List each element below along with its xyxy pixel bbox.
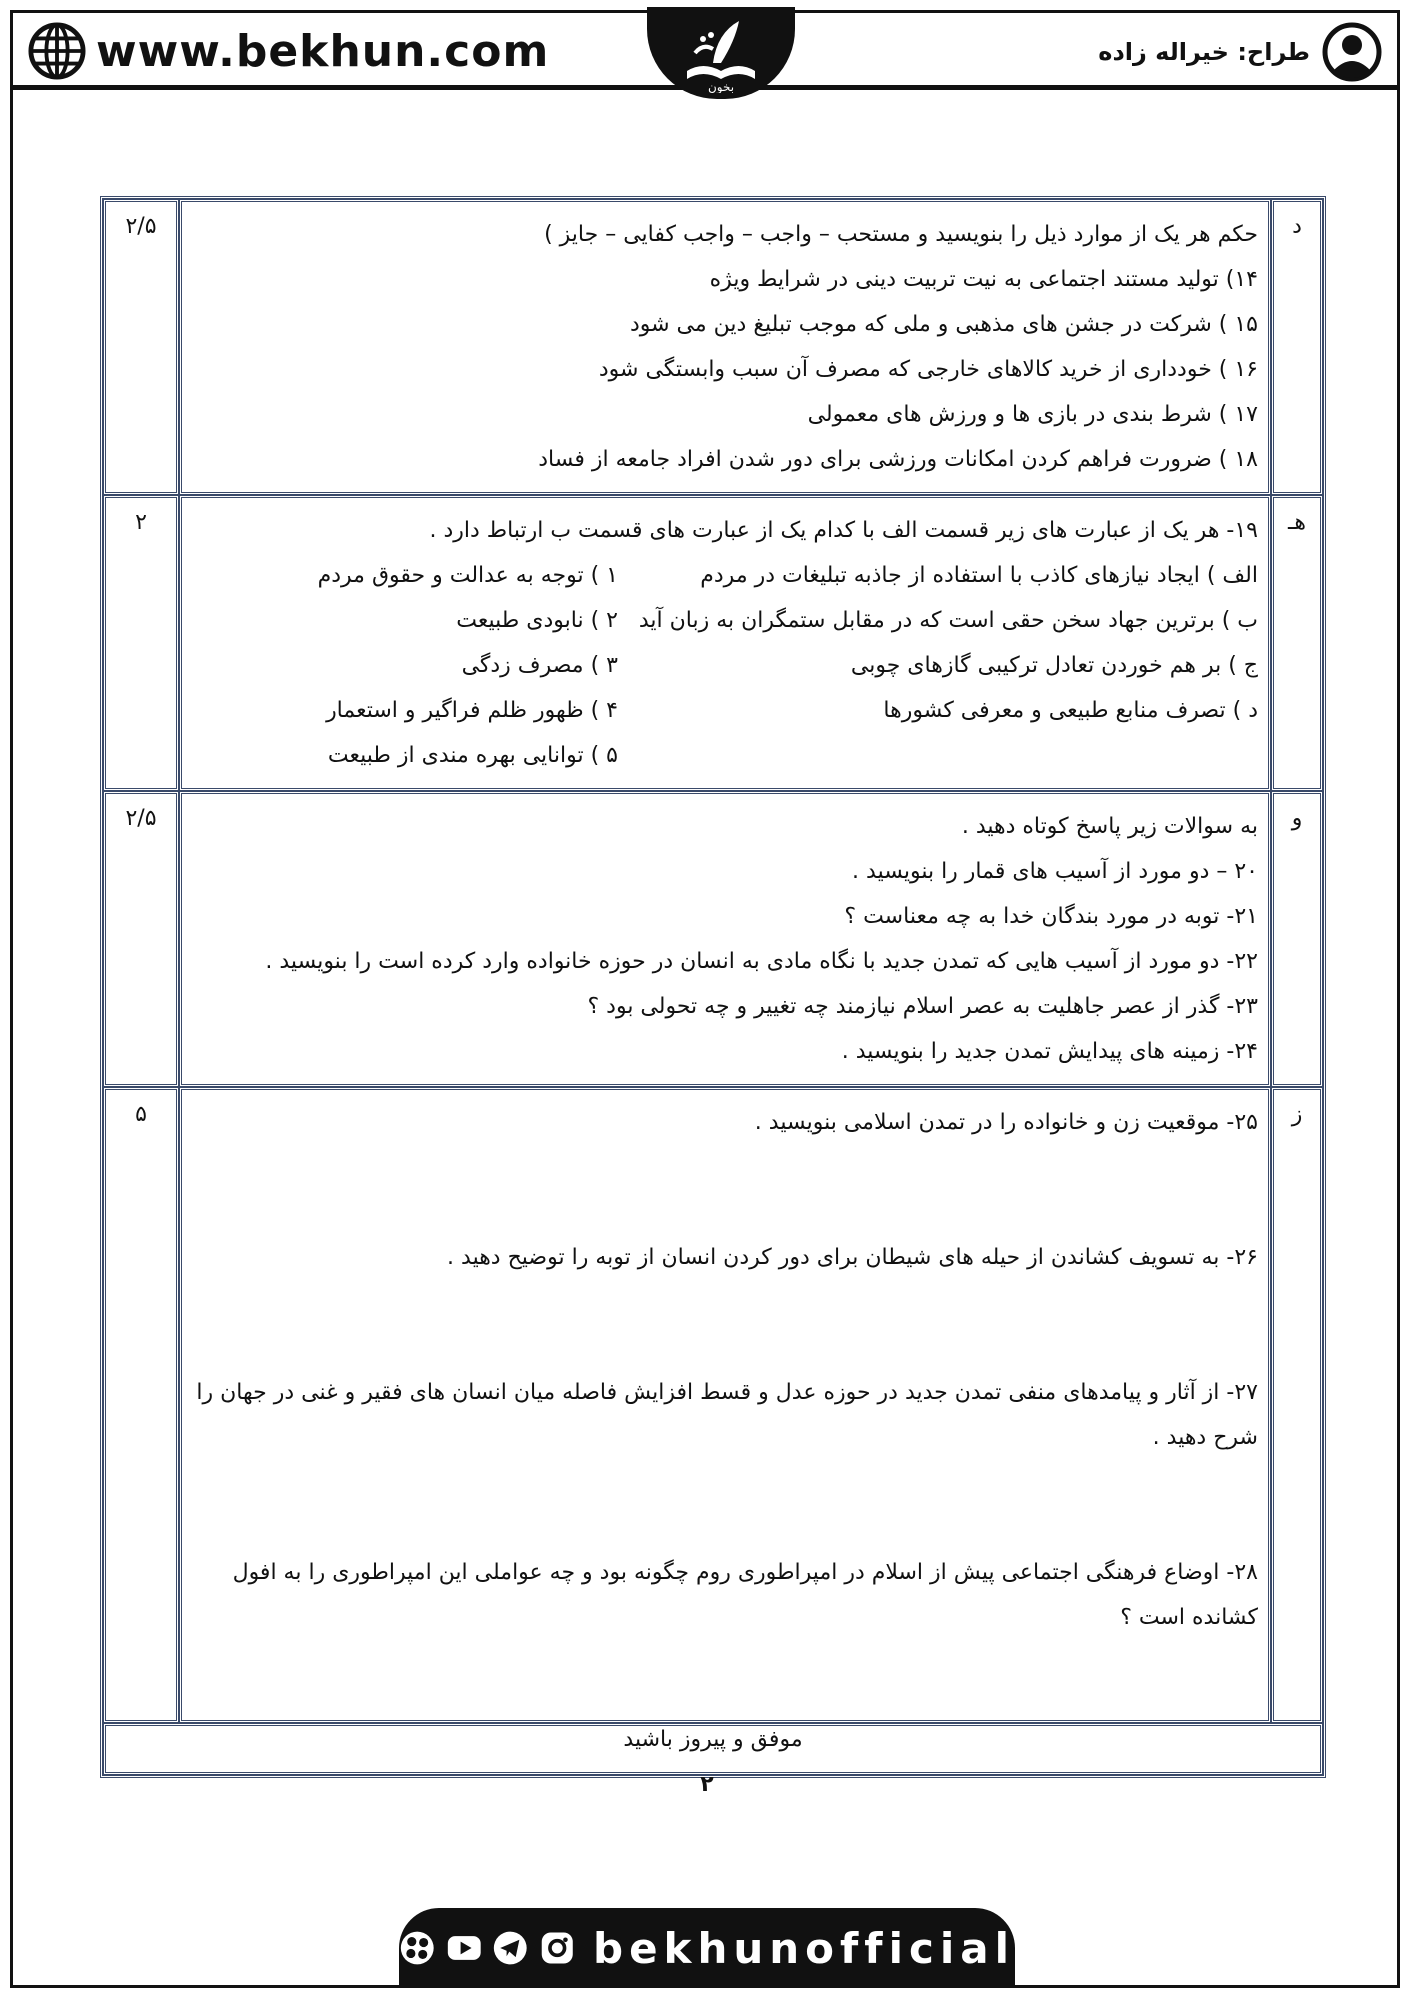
score-cell: ۲/۵ (103, 199, 179, 495)
exam-table (100, 196, 1326, 1778)
matching-left: د ) تصرف منابع طبیعی و معرفی کشورها (883, 698, 1258, 723)
question-line: ۱۹- هر یک از عبارت های زیر قسمت الف با کدام یک از عبارت های قسمت ب ارتباط دارد . (429, 518, 1258, 543)
answer-space (192, 1145, 1258, 1235)
matching-row (192, 688, 1258, 733)
matching-right: ۳ ) مصرف زدگی (461, 653, 618, 678)
matching-left: ب ) برترین جهاد سخن حقی است که در مقابل ستمگران به زبان آید (638, 608, 1258, 633)
matching-right: ۲ ) نابودی طبیعت (456, 608, 618, 633)
telegram-icon[interactable] (492, 1928, 529, 1968)
question-content (179, 199, 1271, 495)
matching-left: الف ) ایجاد نیازهای کاذب با استفاده از جاذبه تبلیغات در مردم (700, 563, 1258, 588)
brand-logo (647, 7, 795, 99)
page-number: ۲ (700, 1772, 714, 1797)
aparat-icon[interactable] (399, 1928, 436, 1968)
designer-block (1098, 22, 1382, 82)
question-line: ۲۷- از آثار و پیامدهای منفی تمدن جدید در حوزه عدل و قسط افزایش فاصله میان انسان های فقیر و غنی در جهان را شرح دهید . (196, 1380, 1258, 1450)
designer-label: طراح: خیراله زاده (1098, 38, 1310, 66)
matching-right: ۵ ) توانایی بهره مندی از طبیعت (327, 743, 618, 768)
question-line: ۲۲- دو مورد از آسیب هایی که تمدن جدید با نگاه مادی به انسان در حوزه خانواده وارد کرده است را بنویسید . (265, 949, 1258, 974)
social-handle[interactable]: bekhunofficial (593, 1923, 1016, 1973)
question-line: ۲۵- موقعیت زن و خانواده را در تمدن اسلامی بنویسید . (754, 1110, 1258, 1135)
question-line: ۲۳- گذر از عصر جاهلیت به عصر اسلام نیازمند چه تغییر و چه تحولی بود ؟ (587, 994, 1258, 1019)
question-line: ۲۸- اوضاع فرهنگی اجتماعی پیش از اسلام در امپراطوری روم چگونه بود و چه عواملی این امپراطوری را به افول کشانده است ؟ (232, 1560, 1258, 1630)
closing-message: موفق و پیروز باشید (103, 1723, 1323, 1775)
book-pen-logo-icon (673, 13, 769, 93)
social-bar (399, 1908, 1015, 1988)
website-url[interactable]: www.bekhun.com (96, 25, 550, 77)
question-line: ۲۰ – دو مورد از آسیب های قمار را بنویسید . (852, 859, 1258, 884)
question-line: ۱۸ ) ضرورت فراهم کردن امکانات ورزشی برای دور شدن افراد جامعه از فساد (538, 447, 1258, 472)
matching-row (192, 553, 1258, 598)
question-line: ۱۴) تولید مستند اجتماعی به نیت تربیت دینی در شرایط ویژه (709, 267, 1258, 292)
question-row-ze (103, 1087, 1323, 1723)
matching-right: ۴ ) ظهور ظلم فراگیر و استعمار (326, 698, 618, 723)
answer-space (192, 1280, 1258, 1370)
matching-row (192, 733, 1258, 778)
question-content (179, 791, 1271, 1087)
matching-row (192, 643, 1258, 688)
website-block[interactable] (28, 22, 549, 80)
logo-text: بخون (707, 80, 735, 93)
section-letter: و (1271, 791, 1323, 1087)
score-cell: ۵ (103, 1087, 179, 1723)
youtube-icon[interactable] (446, 1928, 483, 1968)
section-letter: د (1271, 199, 1323, 495)
question-line: حکم هر یک از موارد ذیل را بنویسید و مستحب – واجب – واجب کفایی – جایز ) (544, 222, 1258, 247)
matching-left: ج ) بر هم خوردن تعادل ترکیبی گازهای چوبی (850, 653, 1258, 678)
instagram-icon[interactable] (539, 1928, 576, 1968)
matching-row (192, 598, 1258, 643)
globe-icon (28, 22, 86, 80)
matching-left (618, 733, 1258, 778)
section-letter: هـ (1271, 495, 1323, 791)
question-row-vav (103, 791, 1323, 1087)
question-content (179, 1087, 1271, 1723)
section-letter: ز (1271, 1087, 1323, 1723)
page-header (10, 10, 1400, 93)
score-cell: ۲/۵ (103, 791, 179, 1087)
matching-right: ۱ ) توجه به عدالت و حقوق مردم (317, 563, 618, 588)
question-row-dal (103, 199, 1323, 495)
question-line: ۲۱- توبه در مورد بندگان خدا به چه معناست ؟ (844, 904, 1258, 929)
question-row-he (103, 495, 1323, 791)
closing-row (103, 1723, 1323, 1775)
score-cell: ۲ (103, 495, 179, 791)
answer-space (192, 1460, 1258, 1550)
question-line: ۱۷ ) شرط بندی در بازی ها و ورزش های معمولی (807, 402, 1258, 427)
question-line: ۱۶ ) خودداری از خرید کالاهای خارجی که مصرف آن سبب وابستگی شود (598, 357, 1258, 382)
user-avatar-icon (1322, 22, 1382, 82)
question-content (179, 495, 1271, 791)
question-line: به سوالات زیر پاسخ کوتاه دهید . (961, 814, 1258, 839)
question-line: ۲۶- به تسویف کشاندن از حیله های شیطان برای دور کردن انسان از توبه را توضیح دهید . (447, 1245, 1258, 1270)
question-line: ۲۴- زمینه های پیدایش تمدن جدید را بنویسید . (841, 1039, 1258, 1064)
question-line: ۱۵ ) شرکت در جشن های مذهبی و ملی که موجب تبلیغ دین می شود (629, 312, 1258, 337)
